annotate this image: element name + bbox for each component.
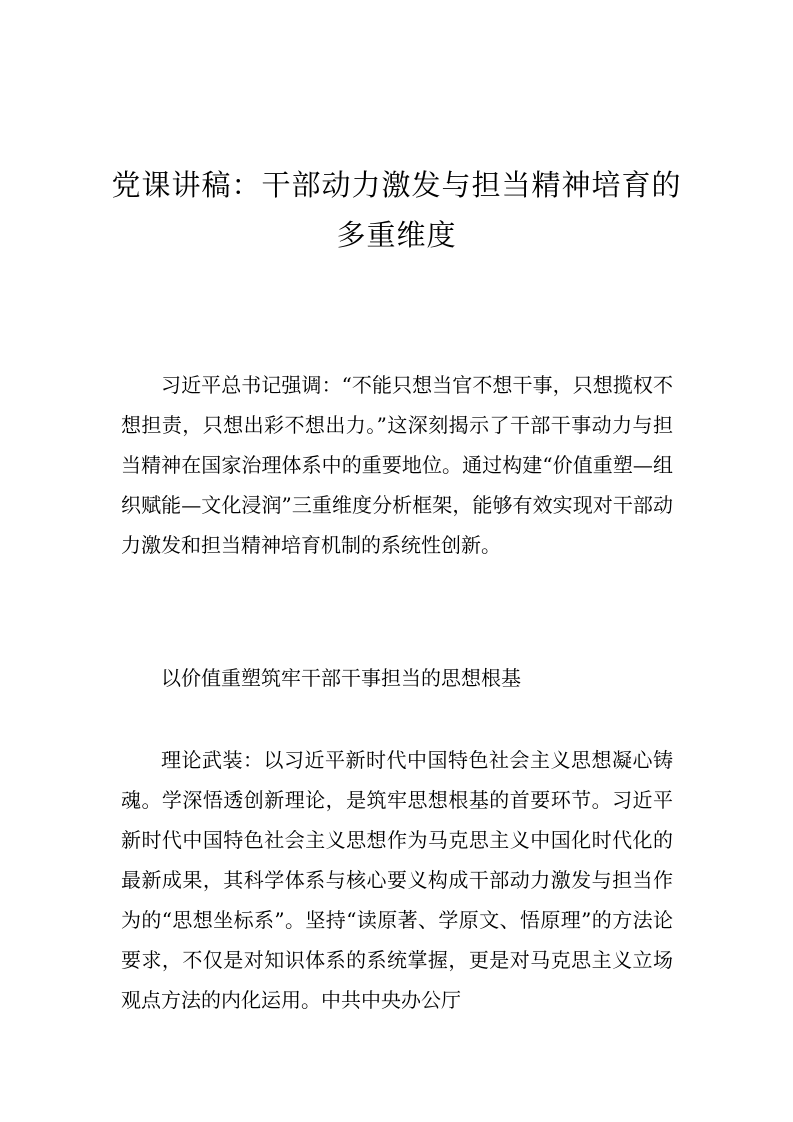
intro-paragraph: 习近平总书记强调：“不能只想当官不想干事，只想揽权不想担责，只想出彩不想出力。”这深刻揭示了干部干事动力与担当精神在国家治理体系中的重要地位。通过构建“价值重塑—组织赋能—文化浸润”三重维度分析框架，能够有效实现对干部动力激发和担当精神培育机制的系统性创新。 (121, 373, 673, 557)
section-heading: 以价值重塑筑牢干部干事担当的思想根基 (161, 666, 521, 690)
title-line-1: 党课讲稿：干部动力激发与担当精神培育的 (111, 168, 682, 202)
body-paragraph: 理论武装：以习近平新时代中国特色社会主义思想凝心铸魂。学深悟透创新理论，是筑牢思想根基的首要环节。习近平新时代中国特色社会主义思想作为马克思主义中国化时代化的最新成果，其科学体系与核心要义构成干部动力激发与担当作为的“思想坐标系”。坚持“读原著、学原文、悟原理”的方法论要求，不仅是对知识体系的系统掌握，更是对马克思主义立场观点方法的内化运用。中共中央办公厅 (121, 748, 673, 1012)
title-line-2: 多重维度 (336, 218, 457, 252)
document-title (100, 160, 693, 260)
